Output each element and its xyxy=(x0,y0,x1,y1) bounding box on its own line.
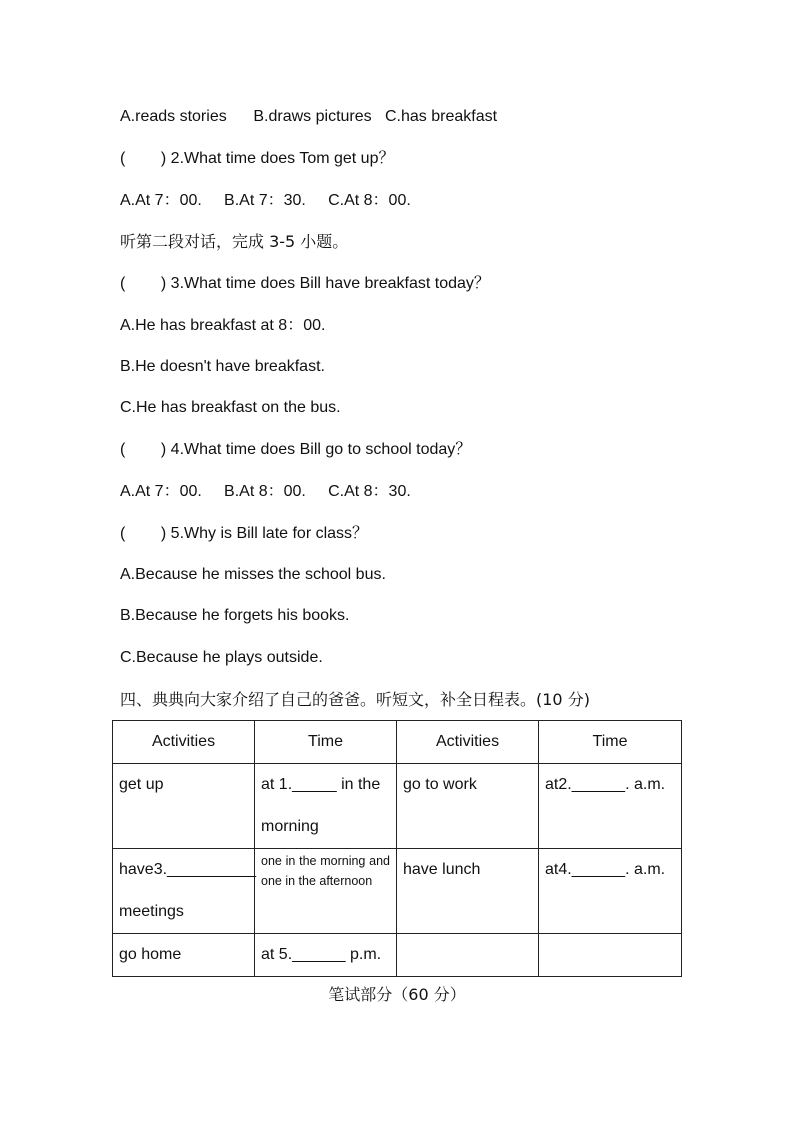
line-q4: ( ) 4.What time does Bill go to school today？ xyxy=(120,441,472,458)
table-cell xyxy=(255,849,397,934)
line-q5-option-c: C.Because he plays outside. xyxy=(120,649,323,666)
schedule-table xyxy=(112,720,682,977)
header-activities-1: Activities xyxy=(113,721,255,764)
line-q3-option-a: A.He has breakfast at 8：00. xyxy=(120,317,326,334)
table-row xyxy=(113,764,682,849)
table-cell: have3.__________ meetings xyxy=(113,849,255,934)
table-cell: go to work xyxy=(397,764,539,849)
table-row xyxy=(113,934,682,977)
meetings-time-note: one in the morning and one in the afternoon xyxy=(261,854,390,888)
table-cell: at 5.______ p.m. xyxy=(255,934,397,977)
line-q3: ( ) 3.What time does Bill have breakfast today？ xyxy=(120,275,490,292)
line-q5-option-a: A.Because he misses the school bus. xyxy=(120,566,386,583)
line-q3-option-c: C.He has breakfast on the bus. xyxy=(120,399,341,416)
table-cell: go home xyxy=(113,934,255,977)
line-q2: ( ) 2.What time does Tom get up？ xyxy=(120,150,395,167)
line-q2-options: A.At 7：00. B.At 7：30. C.At 8：00. xyxy=(120,192,411,209)
table-cell: get up xyxy=(113,764,255,849)
header-activities-2: Activities xyxy=(397,721,539,764)
header-time-2: Time xyxy=(539,721,682,764)
section-instruction: 听第二段对话，完成 3-5 小题。 xyxy=(120,232,349,251)
section-four-heading: 四、典典向大家介绍了自己的爸爸。听短文，补全日程表。(10 分) xyxy=(120,690,590,709)
line-q5: ( ) 5.Why is Bill late for class？ xyxy=(120,525,369,542)
table-cell: at2.______. a.m. xyxy=(539,764,682,849)
written-section-title: 笔试部分（60 分） xyxy=(328,985,466,1004)
table-header-row xyxy=(113,721,682,764)
table-cell xyxy=(539,934,682,977)
header-time-1: Time xyxy=(255,721,397,764)
line-q3-option-b: B.He doesn't have breakfast. xyxy=(120,358,325,375)
table-row xyxy=(113,849,682,934)
line-q5-option-b: B.Because he forgets his books. xyxy=(120,607,350,624)
table-cell: at4.______. a.m. xyxy=(539,849,682,934)
table-cell: at 1._____ in the morning xyxy=(255,764,397,849)
table-cell xyxy=(397,934,539,977)
table-cell: have lunch xyxy=(397,849,539,934)
line-q1-options: A.reads stories B.draws pictures C.has breakfast xyxy=(120,108,498,125)
line-q4-options: A.At 7：00. B.At 8：00. C.At 8：30. xyxy=(120,483,411,500)
